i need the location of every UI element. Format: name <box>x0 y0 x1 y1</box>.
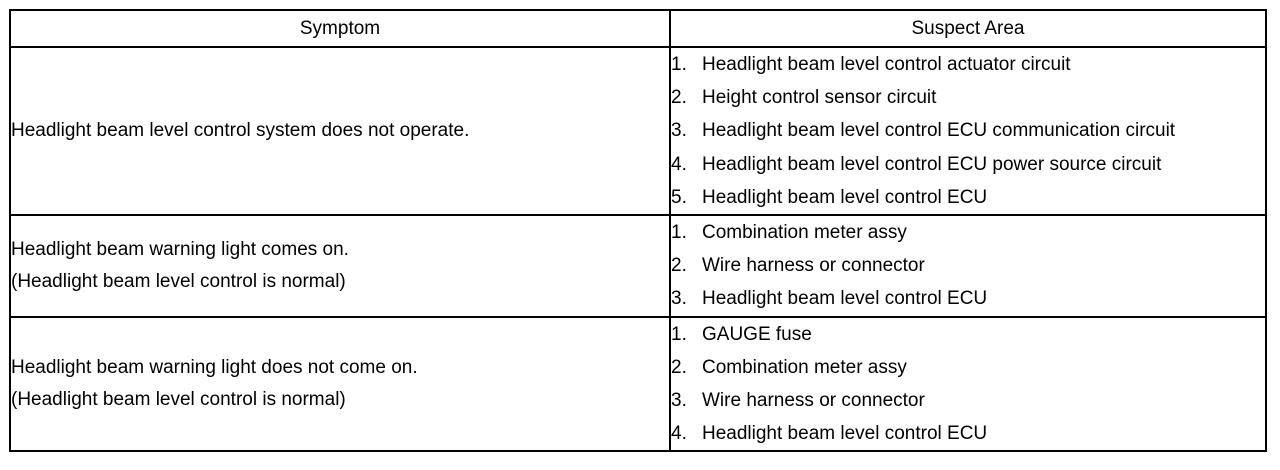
symptom-note: (Headlight beam level control is normal) <box>11 388 346 410</box>
item-number: 3. <box>671 288 687 310</box>
item-number: 5. <box>671 186 687 208</box>
item-text: Height control sensor circuit <box>702 87 937 109</box>
item-text: GAUGE fuse <box>702 323 812 345</box>
symptom-text: Headlight beam level control system does not operate. <box>11 119 470 141</box>
problem-symptoms-table <box>9 9 1267 452</box>
suspect-area-item <box>671 384 1265 417</box>
item-text: Headlight beam level control ECU power source circuit <box>702 153 1162 175</box>
suspect-area-list <box>671 318 1265 451</box>
table-body <box>10 47 1266 451</box>
item-number: 4. <box>671 153 687 175</box>
item-text: Headlight beam level control actuator circuit <box>702 54 1071 75</box>
symptom-cell <box>10 317 670 452</box>
suspect-area-item <box>671 181 1265 214</box>
suspect-area-cell <box>670 47 1266 215</box>
item-text: Headlight beam level control ECU <box>702 423 988 445</box>
suspect-area-cell <box>670 317 1266 452</box>
symptom-cell <box>10 215 670 317</box>
suspect-area-item <box>671 114 1265 147</box>
item-number: 1. <box>671 323 687 345</box>
item-text: Combination meter assy <box>702 356 907 378</box>
symptom-column-header: Symptom <box>10 10 670 47</box>
suspect-area-item <box>671 216 1265 249</box>
item-text: Wire harness or connector <box>702 389 925 411</box>
item-text: Headlight beam level control ECU <box>702 186 988 208</box>
table-row <box>10 215 1266 317</box>
suspect-area-item <box>671 249 1265 282</box>
suspect-area-item <box>671 81 1265 114</box>
suspect-area-list <box>671 48 1265 214</box>
suspect-area-list <box>671 216 1265 316</box>
table-row <box>10 47 1266 215</box>
symptom-cell <box>10 47 670 215</box>
suspect-area-column-header: Suspect Area <box>670 10 1266 47</box>
symptom-text: Headlight beam warning light comes on. <box>11 238 349 260</box>
suspect-area-item <box>671 48 1265 81</box>
item-number: 4. <box>671 423 687 445</box>
table-row <box>10 317 1266 452</box>
symptom-text: Headlight beam warning light does not come on. <box>11 356 418 378</box>
item-number: 3. <box>671 389 687 411</box>
symptom-note: (Headlight beam level control is normal) <box>11 270 346 292</box>
item-text: Wire harness or connector <box>702 255 925 277</box>
table-header <box>10 10 1266 47</box>
suspect-area-item <box>671 417 1265 450</box>
item-number: 1. <box>671 221 687 243</box>
suspect-area-item <box>671 318 1265 351</box>
header-row <box>10 10 1266 47</box>
item-number: 2. <box>671 255 687 277</box>
item-text: Combination meter assy <box>702 221 907 243</box>
suspect-area-item <box>671 148 1265 181</box>
item-text: Headlight beam level control ECU <box>702 288 988 310</box>
suspect-area-item <box>671 282 1265 315</box>
suspect-area-cell <box>670 215 1266 317</box>
item-number: 2. <box>671 356 687 378</box>
item-number: 3. <box>671 120 687 142</box>
item-number: 2. <box>671 87 687 109</box>
item-text: Headlight beam level control ECU communication circuit <box>702 120 1176 142</box>
suspect-area-item <box>671 351 1265 384</box>
item-number: 1. <box>671 54 687 75</box>
